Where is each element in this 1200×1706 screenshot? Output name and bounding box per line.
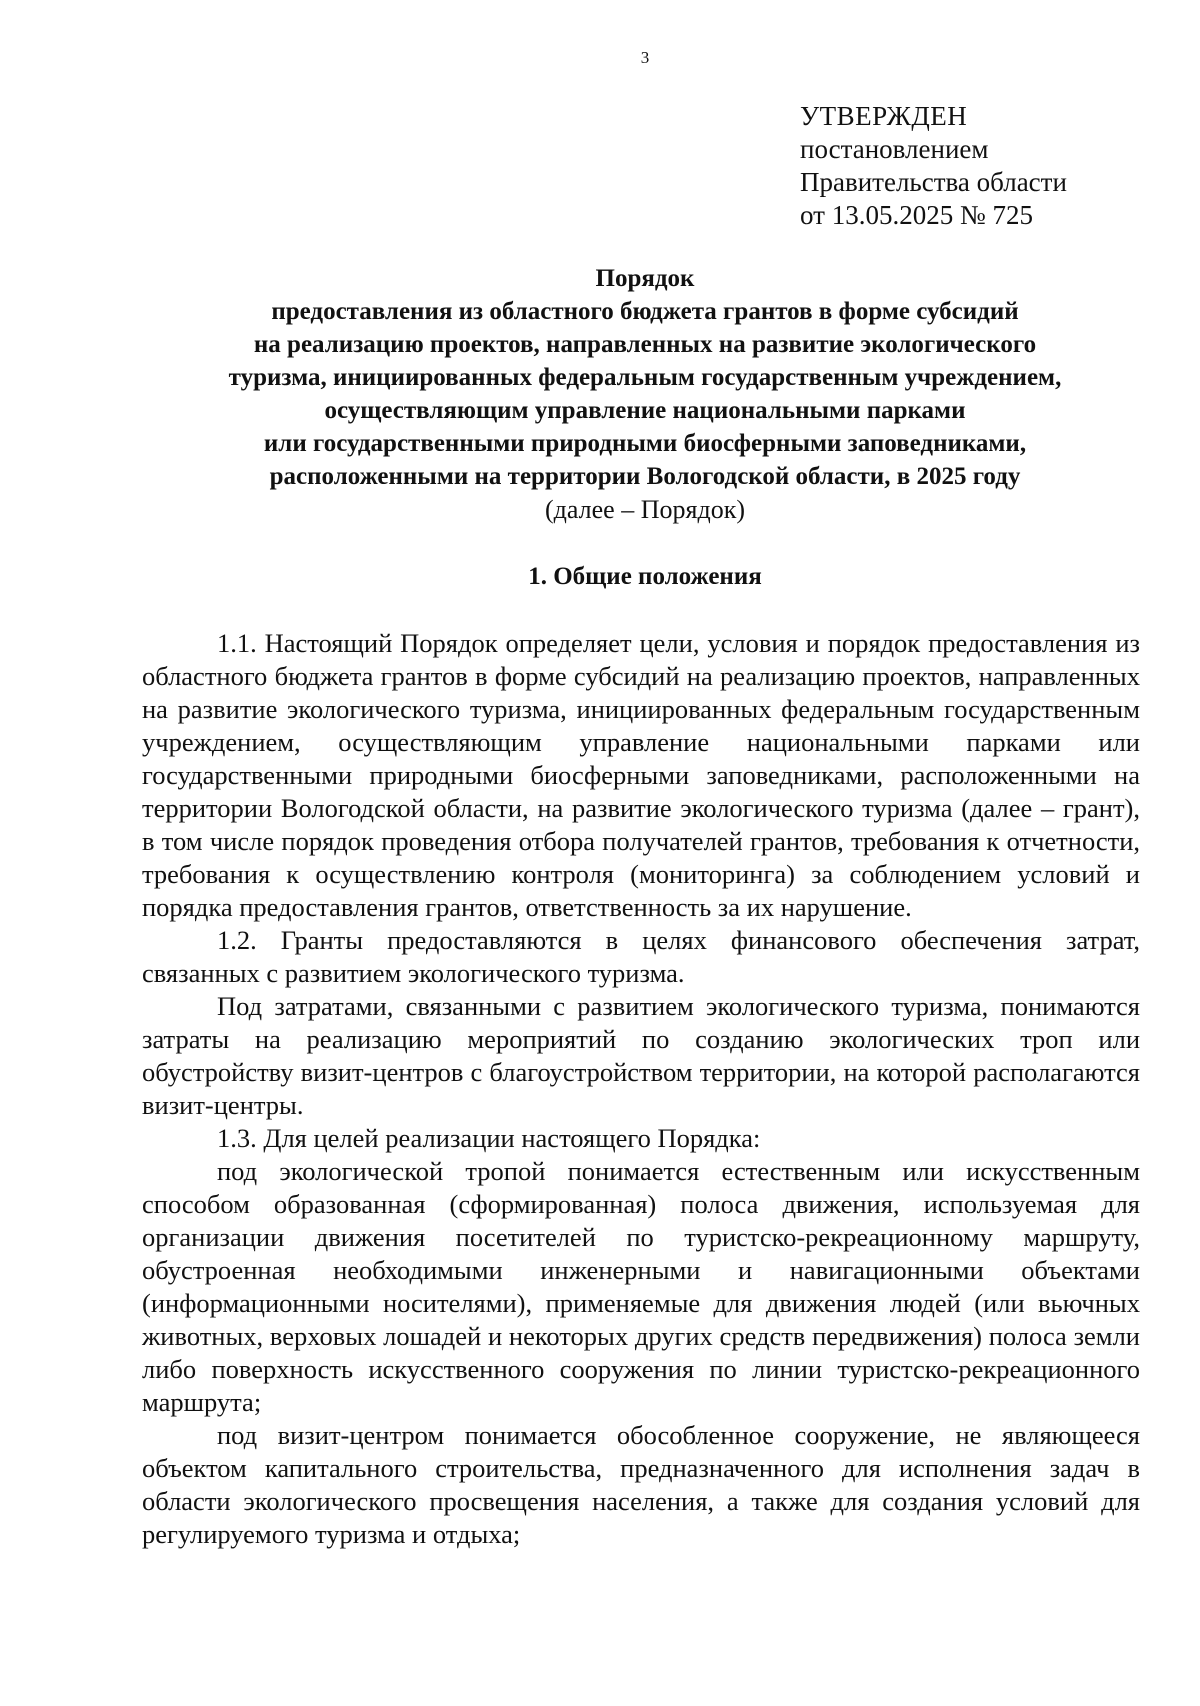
section-body [142,627,1140,1551]
paragraph-costs: Под затратами, связанными с развитием экологического туризма, понимаются затраты на реализацию мероприятий по созданию экологических троп или обустройству визит-центров с благоустройством территории, на которой располагаются визит-центры. [142,991,1140,1120]
title-line-7: расположенными на территории Вологодской области, в 2025 году [269,463,1021,490]
title-line-6: или государственными природными биосферными заповедниками, [263,430,1027,457]
paragraph-1-1: 1.1. Настоящий Порядок определяет цели, условия и порядок предоставления из областного бюджета грантов в форме субсидий на реализацию проектов, направленных на развитие экологического туризма, инициированных федеральным государственным учреждением, осуществляющим управление национальными парками или государственными природными биосферными заповедниками, расположенными на территории Вологодской области, на развитие экологического туризма (далее – грант), в том числе порядок проведения отбора получателей грантов, требования к отчетности, требования к осуществлению контроля (мониторинга) за соблюдением условий и порядка предоставления грантов, ответственность за их нарушение. [142,628,1140,922]
paragraph-visit-center: под визит-центром понимается обособленное сооружение, не являющееся объектом капитального строительства, предназначенного для исполнения задач в области экологического просвещения населения, а также для создания условий для регулируемого туризма и отдыха; [142,1420,1140,1549]
approval-line-date-number: от 13.05.2025 № 725 [800,200,1033,230]
paragraph-1-3: 1.3. Для целей реализации настоящего Порядка: [217,1123,761,1153]
title-line-1: Порядок [595,265,695,292]
approval-stamp [800,100,1067,232]
approval-line-government: Правительства области [800,167,1067,197]
section-heading: 1. Общие положения [528,563,762,590]
document-title [150,262,1140,526]
title-line-4: туризма, инициированных федеральным государственным учреждением, [228,364,1062,391]
title-line-2: предоставления из областного бюджета грантов в форме субсидий [271,298,1019,325]
page-number: 3 [640,48,650,67]
paragraph-1-2: 1.2. Гранты предоставляются в целях финансового обеспечения затрат, связанных с развитием экологического туризма. [142,925,1140,988]
approval-line-resolution: постановлением [800,134,989,164]
title-line-8: (далее – Порядок) [545,495,745,524]
title-line-5: осуществляющим управление национальными парками [324,397,966,424]
approval-line-approved: УТВЕРЖДЕН [800,101,968,131]
paragraph-eco-trail: под экологической тропой понимается естественным или искусственным способом образованная (сформированная) полоса движения, используемая для организации движения посетителей по туристско-рекреационному маршруту, обустроенная необходимыми инженерными и навигационными объектами (информационными носителями), применяемые для движения людей (или вьючных животных, верховых лошадей и некоторых других средств передвижения) полоса земли либо поверхность искусственного сооружения по линии туристско-рекреационного маршрута; [142,1156,1140,1417]
title-line-3: на реализацию проектов, направленных на развитие экологического [253,331,1037,358]
